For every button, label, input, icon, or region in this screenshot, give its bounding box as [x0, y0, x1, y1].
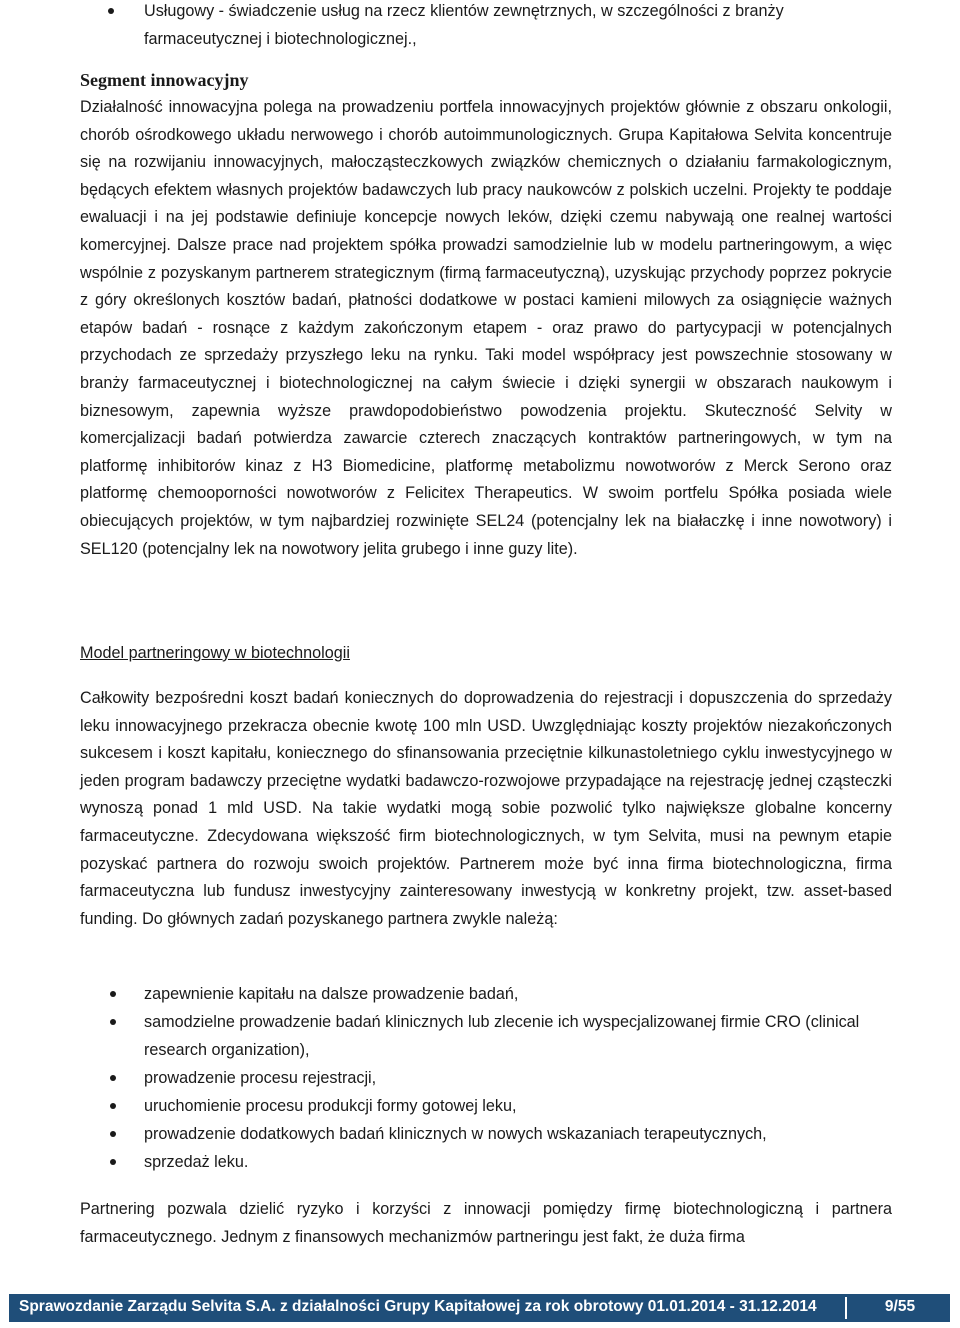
list-item-text: Usługowy - świadczenie usług na rzecz klientów zewnętrznych, w szczególności z branży farmaceutycznej i biotechnologicznej.,: [144, 2, 784, 48]
list-item-text: prowadzenie dodatkowych badań klinicznych w nowych wskazaniach terapeutycznych,: [144, 1125, 767, 1143]
list-item: [80, 1148, 892, 1176]
bullet-icon: [110, 1159, 116, 1165]
bullet-icon: [110, 1103, 116, 1109]
page-number: 9/55: [884, 1298, 916, 1315]
partner-tasks-list: [80, 980, 892, 1176]
bullet-icon: [108, 8, 114, 14]
list-item-text: prowadzenie procesu rejestracji,: [144, 1069, 377, 1087]
top-bullet-list: [80, 0, 892, 53]
bullet-icon: [110, 1131, 116, 1137]
model-paragraph: Całkowity bezpośredni koszt badań koniecznych do doprowadzenia do rejestracji i dopuszczenia do sprzedaży leku innowacyjnego przekracza obecnie kwotę 100 mln USD. Uwzględniając koszty projektów niezakończonych sukcesem i koszt kapitału, koniecznego do sfinansowania przeciętnie kilkunastoletniego cyklu inwestycyjnego w jeden program badawczy przeciętne wydatki badawczo-rozwojowe przypadające na rejestrację jednej cząsteczki wynoszą ponad 1 mld USD. Na takie wydatki mogą sobie pozwolić tylko największe globalne koncerny farmaceutyczne. Zdecydowana większość firm biotechnologicznych, w tym Selvita, musi na pewnym etapie pozyskać partnera do rozwoju swoich projektów. Partnerem może być inna firma biotechnologiczna, firma farmaceutyczna lub fundusz inwestycyjny zainteresowany inwestycją w konkretny projekt, tzw. asset-based funding. Do głównych zadań pozyskanego partnera zwykle należą:: [80, 689, 892, 928]
bullet-icon: [110, 1019, 116, 1025]
list-item: [80, 1092, 892, 1120]
list-item: [80, 1008, 892, 1064]
list-item: [80, 980, 892, 1008]
segment-paragraph: Działalność innowacyjna polega na prowadzeniu portfela innowacyjnych projektów głównie z obszaru onkologii, chorób ośrodkowego układu nerwowego i chorób autoimmunologicznych. Grupa Kapitałowa Selvita koncentruje się na rozwijaniu innowacyjnych, małocząsteczkowych związków chemicznych o działaniu farmakologicznym, będących efektem własnych projektów badawczych lub pracy naukowców z polskich uczelni. Projekty te poddaje ewaluacji i na jej podstawie definiuje koncepcje nowych leków, dzięki czemu nabywają one realnej wartości komercyjnej. Dalsze prace nad projektem spółka prowadzi samodzielnie lub w modelu partneringowym, a więc wspólnie z pozyskanym partnerem strategicznym (firmą farmaceutyczną), uzyskując przychody poprzez pokrycie z góry określonych kosztów badań, płatności dodatkowe w postaci kamieni milowych za osiągnięcie ważnych etapów badań - rosnące z każdym zakończonym etapem - oraz prawo do partycypacji w potencjalnych przychodach ze sprzedaży przyszłego leku na rynku. Taki model współpracy jest powszechnie stosowany w branży farmaceutycznej i biotechnologicznej na całym świecie i dzięki synergii w obszarach naukowym i biznesowym, zapewnia wyższe prawdopodobieństwo powodzenia projektu. Skuteczność Selvity w komercjalizacji badań potwierdza zawarcie czterech znaczących kontraktów partneringowych, w tym na platformę inhibitorów kinaz z H3 Biomedicine, platformę metabolizmu nowotworów z Merck Serono oraz platformę chemooporności nowotworów z Felicitex Therapeutics. W swoim portfelu Spółka posiada wiele obiecujących projektów, w tym najbardziej rozwinięte SEL24 (potencjalny lek na białaczkę i inne nowotwory) i SEL120 (potencjalny lek na nowotwory jelita grubego i inne guzy lite).: [80, 98, 892, 558]
list-item: [80, 0, 892, 53]
bullet-icon: [110, 1075, 116, 1081]
list-item-text: zapewnienie kapitału na dalsze prowadzenie badań,: [144, 985, 519, 1003]
footer-title: Sprawozdanie Zarządu Selvita S.A. z działalności Grupy Kapitałowej za rok obrotowy 01.01.2014 - 31.12.2014: [19, 1298, 817, 1315]
list-item-text: uruchomienie procesu produkcji formy gotowej leku,: [144, 1097, 517, 1115]
list-item: [80, 1120, 892, 1148]
closing-paragraph: Partnering pozwala dzielić ryzyko i korzyści z innowacji pomiędzy firmę biotechnologiczną i partnera farmaceutycznego. Jednym z finansowych mechanizmów partneringu jest fakt, że duża firma: [80, 1200, 892, 1246]
model-heading: Model partneringowy w biotechnologii: [80, 644, 350, 662]
list-item-text: sprzedaż leku.: [144, 1153, 249, 1171]
list-item: [80, 1064, 892, 1092]
page-footer: [9, 1294, 950, 1322]
segment-heading: Segment innowacyjny: [80, 70, 249, 90]
bullet-icon: [110, 991, 116, 997]
list-item-text: samodzielne prowadzenie badań klinicznych lub zlecenie ich wyspecjalizowanej firmie CRO (clinical research organization),: [144, 1013, 860, 1059]
footer-divider: [845, 1297, 847, 1319]
